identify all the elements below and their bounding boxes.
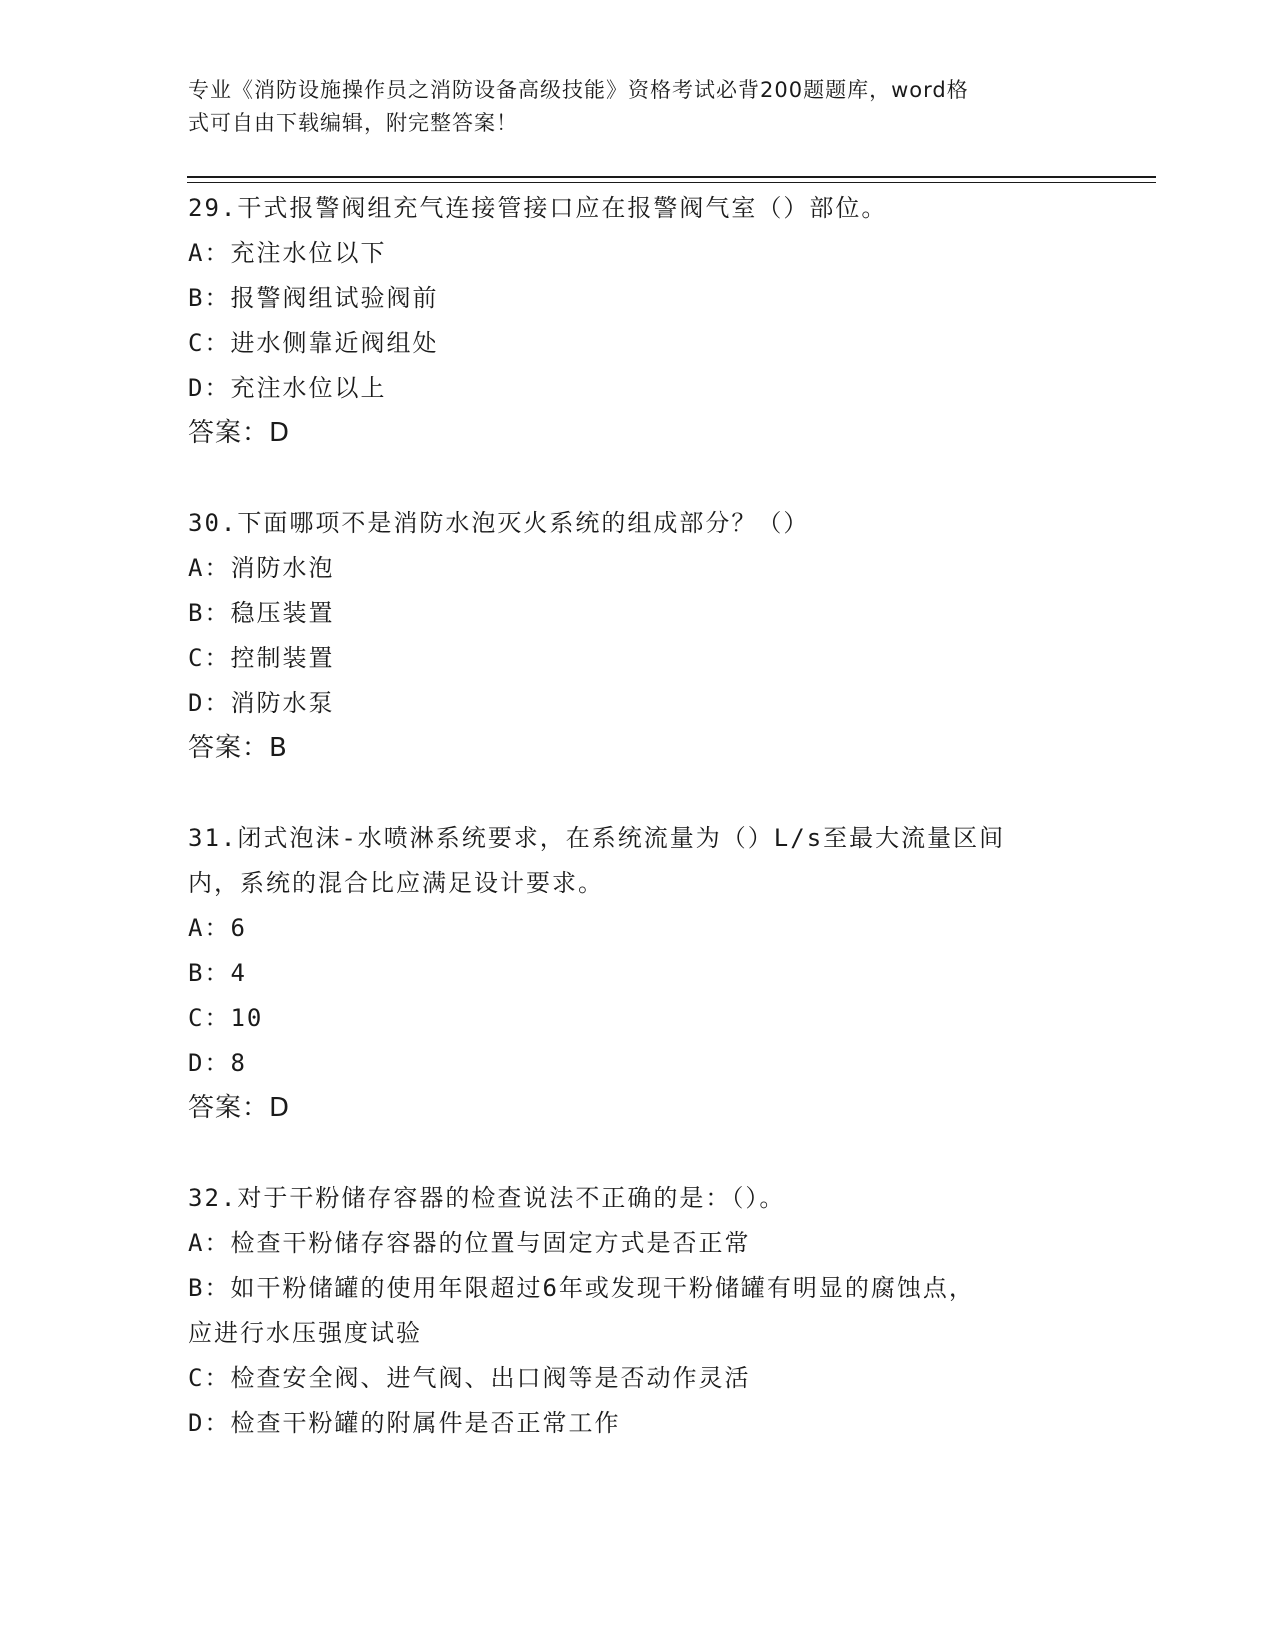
spacer <box>188 1131 1088 1176</box>
option-b: B：4 <box>188 959 247 987</box>
option-a: A：消防水泡 <box>188 554 335 582</box>
option-a: A：检查干粉储存容器的位置与固定方式是否正常 <box>188 1229 751 1257</box>
answer-text: 答案：D <box>188 1093 291 1123</box>
option-b: B：稳压装置 <box>188 599 335 627</box>
option-b: B：报警阀组试验阀前 <box>188 284 439 312</box>
option-c: C：控制装置 <box>188 644 335 672</box>
header-title-line-1: 专业《消防设施操作员之消防设备高级技能》资格考试必背200题题库，word格 <box>188 78 969 102</box>
question-block <box>188 501 1088 771</box>
answer-text: 答案：B <box>188 733 288 763</box>
question-text: 30.下面哪项不是消防水泡灭火系统的组成部分？（） <box>188 509 810 537</box>
question-block <box>188 1176 1088 1446</box>
option-b: B：如干粉储罐的使用年限超过6年或发现干粉储罐有明显的腐蚀点， <box>188 1274 975 1302</box>
option-c: C：进水侧靠近阀组处 <box>188 329 439 357</box>
spacer <box>188 456 1088 501</box>
option-d: D：消防水泵 <box>188 689 335 717</box>
question-list <box>188 186 1088 1446</box>
question-block <box>188 186 1088 456</box>
spacer <box>188 771 1088 816</box>
answer-text: 答案：D <box>188 418 291 448</box>
header-divider-thick <box>187 176 1156 178</box>
option-c: C：检查安全阀、进气阀、出口阀等是否动作灵活 <box>188 1364 751 1392</box>
question-text-continued: 内，系统的混合比应满足设计要求。 <box>188 869 604 897</box>
question-block <box>188 816 1088 1131</box>
question-text: 32.对于干粉储存容器的检查说法不正确的是：（）。 <box>188 1184 786 1212</box>
header-divider-thin <box>187 182 1156 183</box>
option-a: A：6 <box>188 914 247 942</box>
question-text: 31.闭式泡沫-水喷淋系统要求，在系统流量为（）L/s至最大流量区间 <box>188 824 1006 852</box>
question-text: 29.干式报警阀组充气连接管接口应在报警阀气室（）部位。 <box>188 194 888 222</box>
option-d: D：检查干粉罐的附属件是否正常工作 <box>188 1409 621 1437</box>
option-c: C：10 <box>188 1004 264 1032</box>
option-b-continued: 应进行水压强度试验 <box>188 1319 422 1347</box>
document-header <box>188 74 1068 140</box>
option-a: A：充注水位以下 <box>188 239 387 267</box>
header-title-line-2: 式可自由下载编辑，附完整答案！ <box>188 111 518 135</box>
option-d: D：8 <box>188 1049 247 1077</box>
option-d: D：充注水位以上 <box>188 374 387 402</box>
